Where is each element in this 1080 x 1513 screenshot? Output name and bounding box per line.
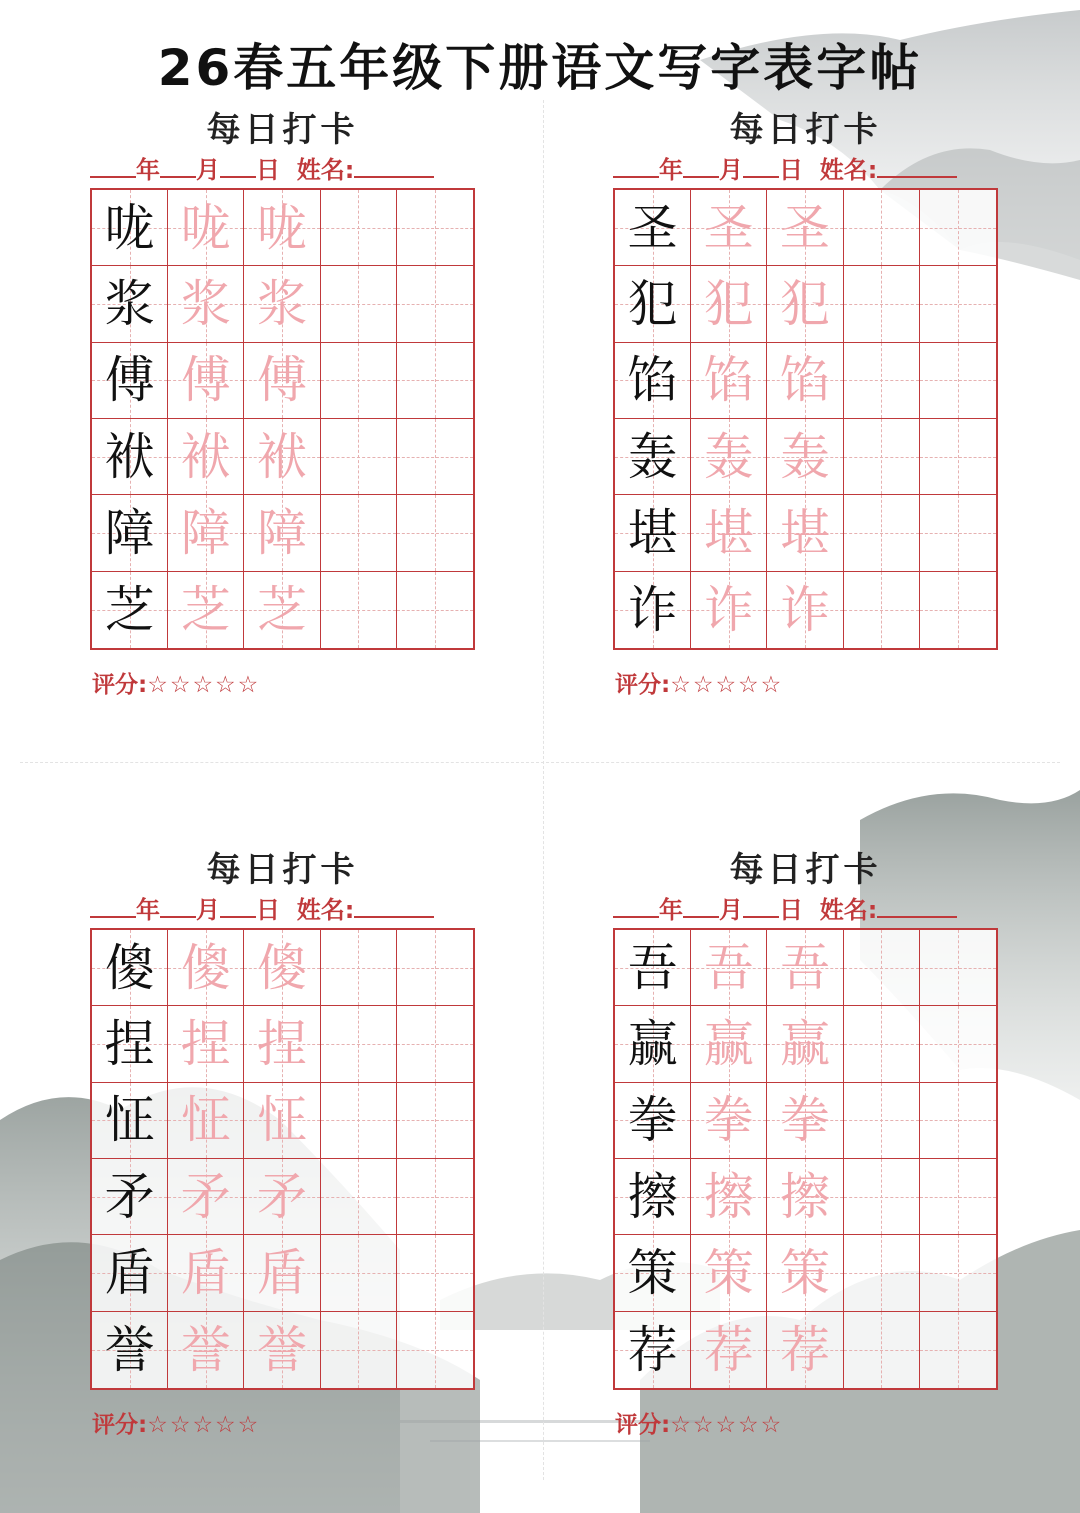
year-label: 年 <box>136 156 160 184</box>
rating-line <box>92 1406 260 1439</box>
practice-sheet-1 <box>90 102 490 702</box>
trace-character: 袱 <box>180 427 231 486</box>
month-blank[interactable] <box>683 894 719 918</box>
trace-character-cell[interactable] <box>168 1312 244 1388</box>
date-name-line <box>613 150 998 185</box>
model-character: 圣 <box>627 198 678 257</box>
model-character-cell <box>92 495 168 571</box>
trace-character: 芝 <box>180 580 231 639</box>
blank-practice-cell[interactable] <box>920 495 996 571</box>
day-label: 日 <box>779 896 803 924</box>
year-blank[interactable] <box>90 894 136 918</box>
trace-character-cell[interactable] <box>244 1159 320 1235</box>
name-blank[interactable] <box>877 894 957 918</box>
trace-character-cell[interactable] <box>244 572 320 648</box>
blank-practice-cell[interactable] <box>844 1235 920 1311</box>
year-label: 年 <box>136 896 160 924</box>
model-character-cell <box>92 266 168 342</box>
trace-character-cell[interactable] <box>691 266 767 342</box>
trace-character: 怔 <box>256 1091 307 1150</box>
trace-character-cell[interactable] <box>691 419 767 495</box>
blank-practice-cell[interactable] <box>321 1312 397 1388</box>
trace-character: 浆 <box>180 274 231 333</box>
blank-practice-cell[interactable] <box>321 190 397 266</box>
year-label: 年 <box>659 896 683 924</box>
trace-character: 堪 <box>703 503 754 562</box>
model-character-cell <box>92 1006 168 1082</box>
blank-practice-cell[interactable] <box>844 1159 920 1235</box>
trace-character: 障 <box>256 503 307 562</box>
model-character: 赢 <box>627 1014 678 1073</box>
blank-practice-cell[interactable] <box>920 572 996 648</box>
model-character: 誉 <box>104 1320 155 1379</box>
blank-practice-cell[interactable] <box>844 1312 920 1388</box>
daily-checkin-heading: 每日打卡 <box>206 110 359 150</box>
trace-character: 馅 <box>703 351 754 410</box>
blank-practice-cell[interactable] <box>397 930 473 1006</box>
blank-practice-cell[interactable] <box>844 930 920 1006</box>
model-character: 袱 <box>104 427 155 486</box>
trace-character: 诈 <box>703 580 754 639</box>
model-character: 策 <box>627 1243 678 1302</box>
trace-character: 赢 <box>703 1014 754 1073</box>
trace-character-cell[interactable] <box>767 1083 843 1159</box>
model-character-cell <box>92 1083 168 1159</box>
trace-character-cell[interactable] <box>168 572 244 648</box>
trace-character-cell[interactable] <box>244 930 320 1006</box>
month-blank[interactable] <box>160 154 196 178</box>
month-label: 月 <box>196 156 220 184</box>
daily-checkin-heading: 每日打卡 <box>729 850 882 890</box>
blank-practice-cell[interactable] <box>397 190 473 266</box>
blank-practice-cell[interactable] <box>321 343 397 419</box>
horizontal-divider <box>20 762 1060 763</box>
blank-practice-cell[interactable] <box>397 495 473 571</box>
blank-practice-cell[interactable] <box>844 572 920 648</box>
day-label: 日 <box>779 156 803 184</box>
date-name-line <box>90 150 475 185</box>
blank-practice-cell[interactable] <box>920 1006 996 1082</box>
trace-character: 咙 <box>180 198 231 257</box>
trace-character-cell[interactable] <box>691 1312 767 1388</box>
blank-practice-cell[interactable] <box>321 930 397 1006</box>
trace-character: 赢 <box>779 1014 830 1073</box>
trace-character: 拳 <box>703 1091 754 1150</box>
model-character: 咙 <box>104 198 155 257</box>
page-title: 26春五年级下册语文写字表字帖 <box>157 39 923 97</box>
trace-character: 傅 <box>256 351 307 410</box>
model-character-cell <box>615 1159 691 1235</box>
trace-character-cell[interactable] <box>168 1083 244 1159</box>
blank-practice-cell[interactable] <box>321 1006 397 1082</box>
model-character: 盾 <box>104 1243 155 1302</box>
blank-practice-cell[interactable] <box>397 1159 473 1235</box>
trace-character: 芝 <box>256 580 307 639</box>
trace-character-cell[interactable] <box>767 930 843 1006</box>
blank-practice-cell[interactable] <box>844 266 920 342</box>
trace-character: 圣 <box>779 198 830 257</box>
day-blank[interactable] <box>743 154 779 178</box>
model-character-cell <box>615 930 691 1006</box>
model-character-cell <box>615 572 691 648</box>
trace-character-cell[interactable] <box>767 1312 843 1388</box>
blank-practice-cell[interactable] <box>844 1083 920 1159</box>
blank-practice-cell[interactable] <box>844 495 920 571</box>
day-label: 日 <box>256 156 280 184</box>
daily-checkin-heading: 每日打卡 <box>729 110 882 150</box>
model-character: 捏 <box>104 1014 155 1073</box>
blank-practice-cell[interactable] <box>844 190 920 266</box>
blank-practice-cell[interactable] <box>397 266 473 342</box>
rating-stars[interactable]: ☆☆☆☆☆ <box>147 672 261 698</box>
vertical-divider <box>543 100 544 1480</box>
year-blank[interactable] <box>613 894 659 918</box>
model-character: 诈 <box>627 580 678 639</box>
trace-character-cell[interactable] <box>244 495 320 571</box>
name-blank[interactable] <box>354 154 434 178</box>
model-character: 傻 <box>104 938 155 997</box>
trace-character-cell[interactable] <box>168 1006 244 1082</box>
rating-stars[interactable]: ☆☆☆☆☆ <box>670 672 784 698</box>
trace-character: 咙 <box>256 198 307 257</box>
blank-practice-cell[interactable] <box>321 1235 397 1311</box>
year-blank[interactable] <box>613 154 659 178</box>
trace-character-cell[interactable] <box>244 266 320 342</box>
practice-sheet-4 <box>613 842 1013 1442</box>
tian-zi-grid <box>613 928 998 1390</box>
day-label: 日 <box>256 896 280 924</box>
trace-character-cell[interactable] <box>691 930 767 1006</box>
rating-line <box>92 666 260 699</box>
trace-character: 捏 <box>180 1014 231 1073</box>
trace-character-cell[interactable] <box>168 343 244 419</box>
trace-character: 浆 <box>256 274 307 333</box>
rating-label: 评分: <box>92 1412 148 1438</box>
month-label: 月 <box>196 896 220 924</box>
blank-practice-cell[interactable] <box>844 419 920 495</box>
trace-character-cell[interactable] <box>244 343 320 419</box>
trace-character-cell[interactable] <box>767 495 843 571</box>
practice-sheet-3 <box>90 842 490 1442</box>
blank-practice-cell[interactable] <box>920 930 996 1006</box>
model-character-cell <box>92 343 168 419</box>
rating-label: 评分: <box>92 672 148 698</box>
model-character: 浆 <box>104 274 155 333</box>
model-character-cell <box>92 572 168 648</box>
trace-character: 堪 <box>779 503 830 562</box>
blank-practice-cell[interactable] <box>321 1159 397 1235</box>
blank-practice-cell[interactable] <box>920 343 996 419</box>
trace-character-cell[interactable] <box>767 572 843 648</box>
model-character-cell <box>92 419 168 495</box>
trace-character-cell[interactable] <box>691 1159 767 1235</box>
trace-character: 荐 <box>779 1320 830 1379</box>
model-character-cell <box>615 1235 691 1311</box>
model-character: 轰 <box>627 427 678 486</box>
name-label: 姓名: <box>819 156 878 184</box>
trace-character: 傻 <box>180 938 231 997</box>
month-blank[interactable] <box>683 154 719 178</box>
trace-character: 盾 <box>180 1243 231 1302</box>
model-character-cell <box>615 190 691 266</box>
date-name-line <box>613 890 998 925</box>
model-character-cell <box>615 1006 691 1082</box>
trace-character-cell[interactable] <box>244 1312 320 1388</box>
trace-character: 捏 <box>256 1014 307 1073</box>
trace-character: 矛 <box>180 1167 231 1226</box>
blank-practice-cell[interactable] <box>920 1312 996 1388</box>
year-blank[interactable] <box>90 154 136 178</box>
trace-character: 轰 <box>779 427 830 486</box>
model-character: 傅 <box>104 351 155 410</box>
model-character: 吾 <box>627 938 678 997</box>
practice-sheet-2 <box>613 102 1013 702</box>
trace-character: 誉 <box>180 1320 231 1379</box>
model-character: 障 <box>104 503 155 562</box>
blank-practice-cell[interactable] <box>321 419 397 495</box>
trace-character: 圣 <box>703 198 754 257</box>
trace-character-cell[interactable] <box>767 190 843 266</box>
blank-practice-cell[interactable] <box>920 419 996 495</box>
trace-character-cell[interactable] <box>767 419 843 495</box>
blank-practice-cell[interactable] <box>920 190 996 266</box>
name-blank[interactable] <box>877 154 957 178</box>
model-character-cell <box>615 419 691 495</box>
trace-character-cell[interactable] <box>244 419 320 495</box>
trace-character: 吾 <box>779 938 830 997</box>
name-blank[interactable] <box>354 894 434 918</box>
trace-character-cell[interactable] <box>767 1159 843 1235</box>
month-label: 月 <box>719 156 743 184</box>
trace-character: 袱 <box>256 427 307 486</box>
trace-character-cell[interactable] <box>767 1235 843 1311</box>
trace-character-cell[interactable] <box>168 1159 244 1235</box>
model-character-cell <box>615 495 691 571</box>
day-blank[interactable] <box>743 894 779 918</box>
blank-practice-cell[interactable] <box>321 495 397 571</box>
rating-line <box>615 1406 783 1439</box>
trace-character: 犯 <box>703 274 754 333</box>
trace-character: 傅 <box>180 351 231 410</box>
trace-character: 轰 <box>703 427 754 486</box>
model-character-cell <box>92 1235 168 1311</box>
trace-character-cell[interactable] <box>244 1006 320 1082</box>
name-label: 姓名: <box>819 896 878 924</box>
trace-character-cell[interactable] <box>691 1006 767 1082</box>
trace-character: 障 <box>180 503 231 562</box>
trace-character-cell[interactable] <box>244 1235 320 1311</box>
trace-character-cell[interactable] <box>168 190 244 266</box>
model-character-cell <box>615 1312 691 1388</box>
trace-character: 荐 <box>703 1320 754 1379</box>
blank-practice-cell[interactable] <box>920 266 996 342</box>
blank-practice-cell[interactable] <box>397 572 473 648</box>
model-character: 馅 <box>627 351 678 410</box>
rating-stars[interactable]: ☆☆☆☆☆ <box>670 1412 784 1438</box>
model-character: 擦 <box>627 1167 678 1226</box>
blank-practice-cell[interactable] <box>397 1083 473 1159</box>
trace-character: 盾 <box>256 1243 307 1302</box>
blank-practice-cell[interactable] <box>920 1159 996 1235</box>
blank-practice-cell[interactable] <box>844 1006 920 1082</box>
tian-zi-grid <box>90 188 475 650</box>
blank-practice-cell[interactable] <box>321 572 397 648</box>
trace-character: 诈 <box>779 580 830 639</box>
trace-character: 策 <box>703 1243 754 1302</box>
blank-practice-cell[interactable] <box>321 1083 397 1159</box>
trace-character-cell[interactable] <box>691 495 767 571</box>
trace-character-cell[interactable] <box>767 343 843 419</box>
trace-character: 策 <box>779 1243 830 1302</box>
day-blank[interactable] <box>220 154 256 178</box>
rating-stars[interactable]: ☆☆☆☆☆ <box>147 1412 261 1438</box>
trace-character: 傻 <box>256 938 307 997</box>
model-character: 怔 <box>104 1091 155 1150</box>
day-blank[interactable] <box>220 894 256 918</box>
month-label: 月 <box>719 896 743 924</box>
blank-practice-cell[interactable] <box>321 266 397 342</box>
trace-character-cell[interactable] <box>691 572 767 648</box>
name-label: 姓名: <box>296 896 355 924</box>
model-character-cell <box>615 266 691 342</box>
daily-checkin-heading: 每日打卡 <box>206 850 359 890</box>
blank-practice-cell[interactable] <box>920 1235 996 1311</box>
date-name-line <box>90 890 475 925</box>
model-character-cell <box>615 1083 691 1159</box>
trace-character: 擦 <box>779 1167 830 1226</box>
trace-character: 拳 <box>779 1091 830 1150</box>
model-character-cell <box>92 1159 168 1235</box>
model-character-cell <box>92 930 168 1006</box>
trace-character-cell[interactable] <box>691 343 767 419</box>
blank-practice-cell[interactable] <box>397 1235 473 1311</box>
name-label: 姓名: <box>296 156 355 184</box>
blank-practice-cell[interactable] <box>397 419 473 495</box>
trace-character: 擦 <box>703 1167 754 1226</box>
rating-label: 评分: <box>615 1412 671 1438</box>
trace-character-cell[interactable] <box>244 190 320 266</box>
blank-practice-cell[interactable] <box>397 1312 473 1388</box>
blank-practice-cell[interactable] <box>397 343 473 419</box>
model-character-cell <box>615 343 691 419</box>
model-character-cell <box>92 1312 168 1388</box>
trace-character-cell[interactable] <box>168 495 244 571</box>
model-character: 堪 <box>627 503 678 562</box>
trace-character-cell[interactable] <box>168 266 244 342</box>
blank-practice-cell[interactable] <box>920 1083 996 1159</box>
model-character: 矛 <box>104 1167 155 1226</box>
model-character: 拳 <box>627 1091 678 1150</box>
trace-character: 馅 <box>779 351 830 410</box>
trace-character-cell[interactable] <box>691 1083 767 1159</box>
trace-character-cell[interactable] <box>168 419 244 495</box>
trace-character: 誉 <box>256 1320 307 1379</box>
trace-character: 矛 <box>256 1167 307 1226</box>
trace-character: 犯 <box>779 274 830 333</box>
trace-character-cell[interactable] <box>767 266 843 342</box>
tian-zi-grid <box>613 188 998 650</box>
trace-character-cell[interactable] <box>244 1083 320 1159</box>
blank-practice-cell[interactable] <box>397 1006 473 1082</box>
trace-character-cell[interactable] <box>767 1006 843 1082</box>
trace-character: 吾 <box>703 938 754 997</box>
model-character: 荐 <box>627 1320 678 1379</box>
rating-label: 评分: <box>615 672 671 698</box>
model-character-cell <box>92 190 168 266</box>
trace-character-cell[interactable] <box>691 1235 767 1311</box>
model-character: 芝 <box>104 580 155 639</box>
rating-line <box>615 666 783 699</box>
blank-practice-cell[interactable] <box>844 343 920 419</box>
trace-character-cell[interactable] <box>691 190 767 266</box>
year-label: 年 <box>659 156 683 184</box>
trace-character-cell[interactable] <box>168 1235 244 1311</box>
trace-character-cell[interactable] <box>168 930 244 1006</box>
trace-character: 怔 <box>180 1091 231 1150</box>
month-blank[interactable] <box>160 894 196 918</box>
model-character: 犯 <box>627 274 678 333</box>
tian-zi-grid <box>90 928 475 1390</box>
